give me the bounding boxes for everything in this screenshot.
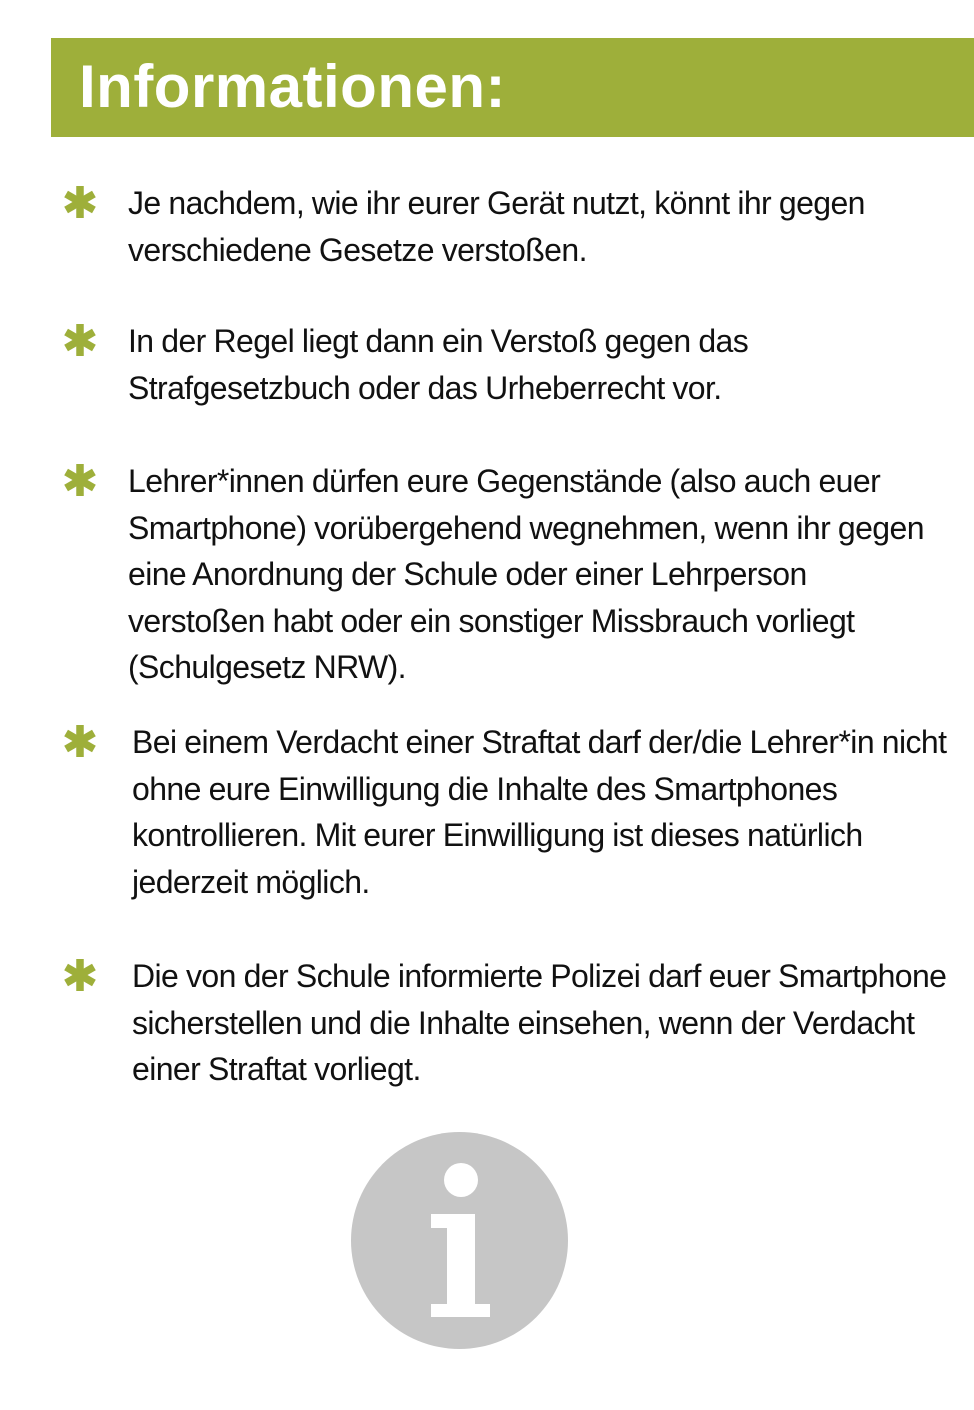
asterisk-icon <box>60 955 100 995</box>
item-text: Je nachdem, wie ihr eurer Gerät nutzt, könnt ihr gegen verschiedene Gesetze verstoßen. <box>128 185 865 268</box>
asterisk-icon <box>60 182 100 222</box>
item-text: In der Regel liegt dann ein Verstoß gegen das Strafgesetzbuch oder das Urheberrecht vor. <box>128 323 749 406</box>
header-bar <box>51 38 974 137</box>
asterisk-icon <box>60 721 100 761</box>
page-title: Informationen: <box>79 53 506 120</box>
item-text: Lehrer*innen dürfen eure Gegenstände (also auch euer Smartphone) vorübergehend wegnehmen, wenn ihr gegen eine Anordnung der Schule oder einer Lehrperson verstoßen habt oder ein sonstiger Missbrauch vorliegt (Schulgesetz NRW). <box>128 463 924 685</box>
info-icon <box>351 1132 568 1349</box>
item-text: Bei einem Verdacht einer Straftat darf der/die Lehrer*in nicht ohne eure Einwilligung die Inhalte des Smartphones kontrollieren. Mit eurer Einwilligung ist dieses natürlich jederzeit möglich. <box>132 724 947 900</box>
asterisk-icon <box>60 460 100 500</box>
asterisk-icon <box>60 320 100 360</box>
item-text: Die von der Schule informierte Polizei darf euer Smartphone sicherstellen und die Inhalte einsehen, wenn der Verdacht einer Straftat vorliegt. <box>132 958 947 1087</box>
